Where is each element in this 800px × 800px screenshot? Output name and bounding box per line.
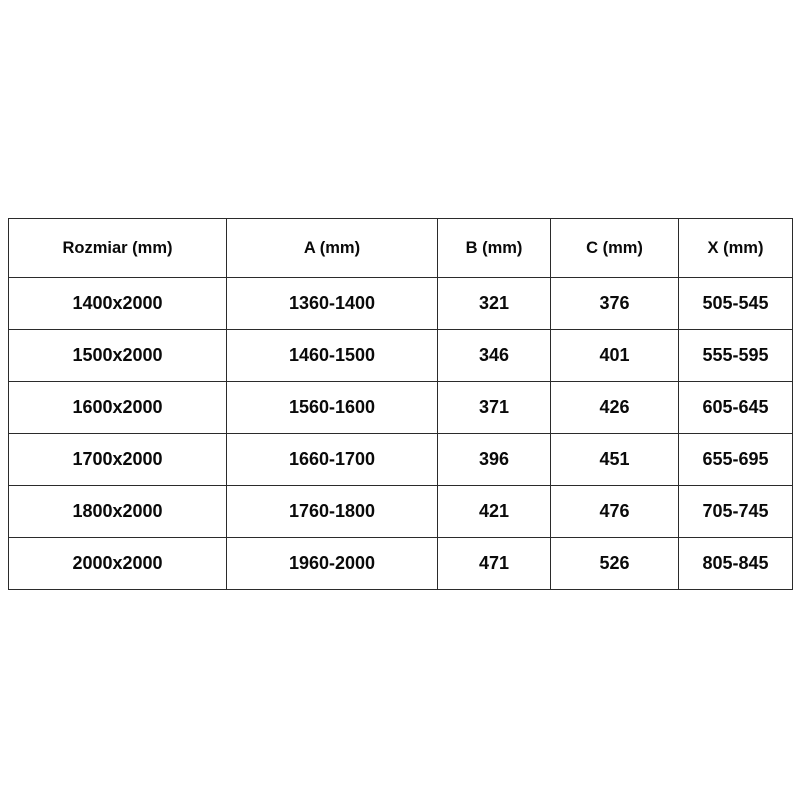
table-row — [9, 330, 793, 382]
dimensions-table — [8, 218, 793, 590]
table-row — [9, 278, 793, 330]
cell-size: 1800x2000 — [9, 486, 227, 538]
cell-size: 1400x2000 — [9, 278, 227, 330]
cell-x: 805-845 — [679, 538, 793, 590]
cell-a: 1960-2000 — [227, 538, 438, 590]
cell-b: 346 — [438, 330, 551, 382]
cell-c: 451 — [551, 434, 679, 486]
table-row — [9, 434, 793, 486]
table-row — [9, 538, 793, 590]
dimensions-table-container — [8, 218, 792, 590]
cell-c: 426 — [551, 382, 679, 434]
cell-size: 1500x2000 — [9, 330, 227, 382]
cell-b: 321 — [438, 278, 551, 330]
cell-x: 655-695 — [679, 434, 793, 486]
column-header-b: B (mm) — [438, 219, 551, 278]
cell-a: 1660-1700 — [227, 434, 438, 486]
cell-b: 371 — [438, 382, 551, 434]
column-header-x: X (mm) — [679, 219, 793, 278]
cell-size: 2000x2000 — [9, 538, 227, 590]
column-header-c: C (mm) — [551, 219, 679, 278]
cell-b: 396 — [438, 434, 551, 486]
cell-a: 1560-1600 — [227, 382, 438, 434]
cell-size: 1700x2000 — [9, 434, 227, 486]
cell-c: 376 — [551, 278, 679, 330]
cell-x: 505-545 — [679, 278, 793, 330]
cell-x: 605-645 — [679, 382, 793, 434]
cell-x: 555-595 — [679, 330, 793, 382]
cell-c: 526 — [551, 538, 679, 590]
cell-b: 421 — [438, 486, 551, 538]
cell-c: 476 — [551, 486, 679, 538]
cell-c: 401 — [551, 330, 679, 382]
cell-a: 1760-1800 — [227, 486, 438, 538]
table-row — [9, 486, 793, 538]
cell-x: 705-745 — [679, 486, 793, 538]
table-row — [9, 382, 793, 434]
table-header-row — [9, 219, 793, 278]
column-header-a: A (mm) — [227, 219, 438, 278]
cell-size: 1600x2000 — [9, 382, 227, 434]
column-header-rozmiar: Rozmiar (mm) — [9, 219, 227, 278]
cell-b: 471 — [438, 538, 551, 590]
cell-a: 1460-1500 — [227, 330, 438, 382]
cell-a: 1360-1400 — [227, 278, 438, 330]
